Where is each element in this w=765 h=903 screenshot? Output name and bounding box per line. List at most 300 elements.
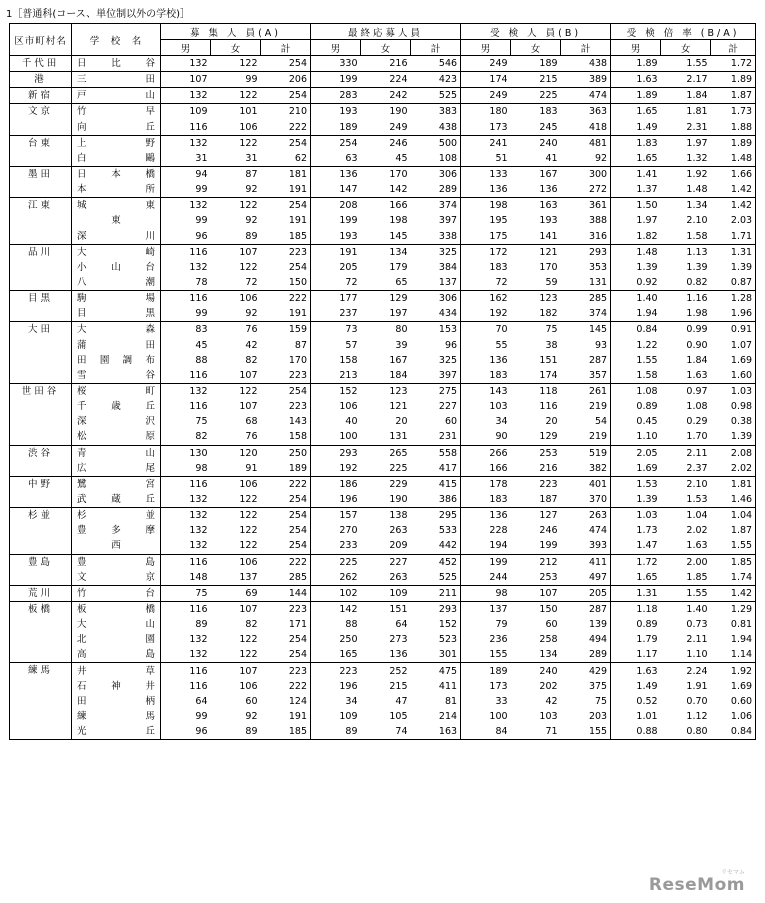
ward-cell [10, 523, 72, 538]
value-cell: 374 [411, 198, 461, 214]
school-name: 深 川 [77, 230, 155, 242]
value-cell: 99 [161, 709, 211, 724]
ward-cell [10, 709, 72, 724]
value-cell: 219 [588, 431, 608, 443]
ward-cell [10, 260, 72, 275]
value-cell: 481 [561, 135, 611, 151]
value-cell: 2.03 [711, 213, 756, 228]
table-row [10, 338, 756, 353]
value-cell: 253 [511, 445, 561, 461]
value-cell: 215 [511, 72, 561, 88]
value-cell: 1.48 [686, 184, 708, 196]
value-cell: 198 [389, 215, 408, 227]
value-cell: 198 [461, 198, 511, 214]
value-cell: 1.03 [611, 508, 661, 524]
value-cell: 136 [389, 649, 408, 661]
value-cell: 122 [239, 261, 258, 273]
value-cell: 293 [561, 244, 611, 260]
value-cell: 1.46 [711, 492, 756, 508]
value-cell: 2.37 [686, 462, 708, 474]
value-cell: 103 [539, 710, 558, 722]
value-cell: 92 [245, 215, 258, 227]
table-row [10, 601, 756, 617]
value-cell: 1.31 [711, 244, 756, 260]
value-cell: 1.06 [711, 709, 756, 724]
header-total: 計 [711, 40, 756, 56]
value-cell: 92 [245, 308, 258, 320]
value-cell: 1.39 [611, 260, 661, 275]
value-cell: 558 [411, 445, 461, 461]
value-cell: 150 [511, 601, 561, 617]
value-cell: 494 [588, 634, 608, 646]
header-total: 計 [261, 40, 311, 56]
school-cell [72, 368, 161, 384]
value-cell: 240 [511, 663, 561, 679]
value-cell: 105 [389, 710, 408, 722]
value-cell: 92 [594, 152, 608, 164]
value-cell: 0.87 [711, 275, 756, 291]
value-cell: 0.82 [686, 277, 708, 289]
ward-cell [10, 724, 72, 740]
table-row [10, 694, 756, 709]
table-row [10, 182, 756, 198]
table-title: 1［普通科(コース、単位制以外の学校)］ [6, 9, 190, 20]
value-cell: 1.84 [686, 354, 708, 366]
value-cell: 38 [545, 339, 558, 351]
value-cell: 1.94 [611, 306, 661, 322]
value-cell: 357 [588, 369, 608, 381]
school-name: 光 丘 [77, 726, 155, 738]
value-cell: 124 [288, 695, 308, 707]
header-recruit: 募 集 人 員(A) [161, 24, 311, 40]
value-cell: 497 [588, 571, 608, 583]
value-cell: 109 [311, 709, 361, 724]
value-cell: 166 [461, 461, 511, 477]
school-cell [72, 120, 161, 136]
table-row [10, 461, 756, 477]
value-cell: 94 [161, 166, 211, 182]
value-cell: 116 [161, 399, 211, 414]
value-cell: 233 [311, 538, 361, 554]
value-cell: 1.39 [711, 429, 756, 445]
value-cell: 89 [245, 230, 258, 242]
value-cell: 89 [161, 617, 211, 632]
value-cell: 40 [311, 414, 361, 429]
value-cell: 109 [361, 585, 411, 601]
value-cell: 107 [239, 369, 258, 381]
value-cell: 474 [561, 88, 611, 104]
value-cell: 1.96 [711, 306, 756, 322]
value-cell: 182 [539, 308, 558, 320]
school-name: 白 鷗 [77, 152, 155, 164]
value-cell: 1.42 [711, 585, 756, 601]
ward-cell: 港 [10, 72, 72, 88]
value-cell: 60 [444, 416, 458, 428]
value-cell: 84 [461, 724, 511, 740]
value-cell: 1.82 [611, 229, 661, 245]
value-cell: 65 [395, 277, 408, 289]
value-cell: 222 [261, 554, 311, 570]
value-cell: 1.07 [711, 338, 756, 353]
value-cell: 42 [245, 339, 258, 351]
value-cell: 229 [361, 476, 411, 492]
value-cell: 122 [211, 198, 261, 214]
value-cell: 107 [211, 601, 261, 617]
value-cell: 306 [411, 166, 461, 182]
ward-cell: 台東 [10, 135, 72, 151]
ward-cell [10, 647, 72, 663]
value-cell: 132 [161, 88, 211, 104]
value-cell: 1.49 [611, 679, 661, 694]
table-row [10, 166, 756, 182]
value-cell: 236 [461, 632, 511, 647]
value-cell: 74 [361, 724, 411, 740]
value-cell: 31 [161, 151, 211, 167]
value-cell: 69 [211, 585, 261, 601]
value-cell: 375 [588, 680, 608, 692]
table-row [10, 353, 756, 368]
ward-cell: 杉並 [10, 508, 72, 524]
value-cell: 151 [539, 354, 558, 366]
value-cell: 79 [461, 617, 511, 632]
value-cell: 2.10 [661, 476, 711, 492]
ward-cell: 世田谷 [10, 383, 72, 399]
value-cell: 122 [211, 383, 261, 399]
school-name: 松 原 [77, 431, 155, 443]
value-cell: 107 [161, 72, 211, 88]
ward-cell: 墨田 [10, 166, 72, 182]
value-cell: 1.89 [711, 72, 756, 88]
value-cell: 136 [461, 182, 511, 198]
value-cell: 54 [594, 416, 608, 428]
value-cell: 107 [511, 585, 561, 601]
value-cell: 253 [539, 571, 558, 583]
table-row [10, 585, 756, 601]
value-cell: 1.97 [661, 135, 711, 151]
table-row [10, 383, 756, 399]
value-cell: 199 [311, 72, 361, 88]
value-cell: 162 [461, 291, 511, 307]
value-cell: 72 [245, 277, 258, 289]
value-cell: 1.28 [711, 291, 756, 307]
value-cell: 1.92 [661, 166, 711, 182]
value-cell: 245 [539, 121, 558, 133]
value-cell: 254 [261, 198, 311, 214]
value-cell: 122 [211, 56, 261, 72]
school-cell [72, 275, 161, 291]
value-cell: 272 [588, 184, 608, 196]
value-cell: 2.05 [611, 445, 661, 461]
value-cell: 150 [288, 277, 308, 289]
school-name: 高 島 [77, 649, 155, 661]
value-cell: 88 [161, 353, 211, 368]
value-cell: 20 [545, 416, 558, 428]
value-cell: 118 [511, 383, 561, 399]
table-row [10, 368, 756, 384]
ward-cell [10, 151, 72, 167]
ward-cell [10, 461, 72, 477]
ward-cell: 大田 [10, 322, 72, 338]
value-cell: 263 [389, 525, 408, 537]
value-cell: 199 [311, 213, 361, 228]
school-name: 目 黒 [77, 308, 155, 320]
value-cell: 1.13 [661, 244, 711, 260]
value-cell: 121 [511, 244, 561, 260]
ward-cell [10, 182, 72, 198]
value-cell: 287 [588, 354, 608, 366]
school-name: 蒲 田 [77, 339, 155, 351]
ward-cell [10, 353, 72, 368]
ward-cell [10, 492, 72, 508]
value-cell: 418 [588, 121, 608, 133]
value-cell: 132 [161, 492, 211, 508]
value-cell: 429 [561, 663, 611, 679]
value-cell: 63 [311, 151, 361, 167]
value-cell: 240 [511, 135, 561, 151]
value-cell: 101 [211, 104, 261, 120]
value-cell: 223 [288, 369, 308, 381]
value-cell: 1.42 [711, 198, 756, 214]
value-cell: 99 [211, 72, 261, 88]
value-cell: 159 [261, 322, 311, 338]
value-cell: 1.63 [611, 72, 661, 88]
value-cell: 62 [294, 152, 308, 164]
value-cell: 1.04 [661, 508, 711, 524]
school-cell [72, 383, 161, 399]
table-row [10, 663, 756, 679]
value-cell: 173 [461, 120, 511, 136]
school-name: 大 山 [77, 619, 155, 631]
value-cell: 131 [588, 277, 608, 289]
school-name: 大 森 [77, 324, 155, 336]
header-examinees: 受 検 人 員(B) [461, 24, 611, 40]
value-cell: 1.69 [711, 679, 756, 694]
value-cell: 185 [261, 724, 311, 740]
value-cell: 93 [594, 339, 608, 351]
value-cell: 183 [461, 368, 511, 384]
school-cell [72, 429, 161, 445]
value-cell: 1.81 [661, 104, 711, 120]
ward-cell [10, 120, 72, 136]
ward-cell [10, 570, 72, 586]
value-cell: 1.50 [611, 198, 661, 214]
school-name: 武 蔵 丘 [77, 494, 155, 505]
table-row [10, 198, 756, 214]
value-cell: 254 [288, 634, 308, 646]
value-cell: 242 [361, 88, 411, 104]
value-cell: 203 [588, 710, 608, 722]
value-cell: 285 [288, 571, 308, 583]
value-cell: 82 [161, 429, 211, 445]
value-cell: 132 [161, 198, 211, 214]
value-cell: 254 [288, 525, 308, 537]
value-cell: 167 [389, 354, 408, 366]
value-cell: 361 [561, 198, 611, 214]
value-cell: 163 [511, 198, 561, 214]
ward-cell [10, 679, 72, 694]
value-cell: 0.80 [661, 724, 711, 740]
value-cell: 0.45 [611, 414, 661, 429]
value-cell: 202 [539, 680, 558, 692]
table-row [10, 554, 756, 570]
value-cell: 300 [561, 166, 611, 182]
value-cell: 215 [389, 680, 408, 692]
value-cell: 64 [395, 619, 408, 631]
value-cell: 2.00 [661, 554, 711, 570]
value-cell: 363 [561, 104, 611, 120]
value-cell: 191 [288, 308, 308, 320]
school-cell [72, 570, 161, 586]
value-cell: 209 [389, 540, 408, 552]
value-cell: 1.79 [611, 632, 661, 647]
value-cell: 208 [311, 198, 361, 214]
value-cell: 76 [245, 431, 258, 443]
value-cell: 134 [361, 244, 411, 260]
value-cell: 116 [539, 401, 558, 413]
value-cell: 132 [161, 647, 211, 663]
value-cell: 34 [461, 414, 511, 429]
value-cell: 106 [239, 680, 258, 692]
value-cell: 223 [261, 663, 311, 679]
value-cell: 98 [161, 461, 211, 477]
value-cell: 249 [461, 88, 511, 104]
value-cell: 51 [461, 151, 511, 167]
value-cell: 130 [161, 445, 211, 461]
value-cell: 193 [311, 104, 361, 120]
value-cell: 153 [411, 322, 461, 338]
value-cell: 47 [395, 695, 408, 707]
value-cell: 87 [211, 166, 261, 182]
value-cell: 92 [245, 184, 258, 196]
value-cell: 1.89 [611, 88, 661, 104]
header-total: 計 [411, 40, 461, 56]
school-name: 千 歳 丘 [77, 401, 155, 413]
value-cell: 174 [539, 369, 558, 381]
school-name: 竹 台 [77, 587, 155, 599]
value-cell: 1.17 [611, 647, 661, 663]
value-cell: 273 [389, 634, 408, 646]
value-cell: 254 [288, 261, 308, 273]
value-cell: 96 [444, 339, 458, 351]
value-cell: 191 [288, 184, 308, 196]
value-cell: 519 [561, 445, 611, 461]
header-female: 女 [211, 40, 261, 56]
school-cell [72, 135, 161, 151]
table-row [10, 570, 756, 586]
value-cell: 1.84 [661, 88, 711, 104]
school-name: 竹 早 [77, 106, 155, 118]
value-cell: 106 [211, 554, 261, 570]
value-cell: 1.39 [686, 261, 708, 273]
value-cell: 41 [545, 152, 558, 164]
value-cell: 1.32 [686, 152, 708, 164]
value-cell: 1.39 [611, 492, 661, 508]
table-row [10, 617, 756, 632]
value-cell: 70 [461, 322, 511, 338]
value-cell: 0.91 [711, 322, 756, 338]
value-cell: 211 [411, 585, 461, 601]
value-cell: 254 [261, 383, 311, 399]
value-cell: 283 [311, 88, 361, 104]
school-cell [72, 538, 161, 554]
school-name: 日 比 谷 [77, 58, 155, 70]
school-cell [72, 414, 161, 429]
school-cell [72, 709, 161, 724]
value-cell: 1.58 [686, 230, 708, 242]
value-cell: 92 [245, 710, 258, 722]
school-cell [72, 198, 161, 214]
value-cell: 0.60 [711, 694, 756, 709]
value-cell: 223 [261, 244, 311, 260]
value-cell: 2.02 [686, 525, 708, 537]
value-cell: 227 [361, 554, 411, 570]
value-cell: 1.73 [711, 104, 756, 120]
value-cell: 1.92 [711, 663, 756, 679]
value-cell: 80 [361, 322, 411, 338]
value-cell: 1.48 [611, 244, 661, 260]
value-cell: 225 [389, 462, 408, 474]
value-cell: 131 [389, 431, 408, 443]
value-cell: 0.52 [611, 694, 661, 709]
table-row [10, 151, 756, 167]
value-cell: 219 [588, 401, 608, 413]
value-cell: 525 [411, 88, 461, 104]
value-cell: 107 [211, 244, 261, 260]
value-cell: 370 [588, 494, 608, 505]
value-cell: 170 [539, 261, 558, 273]
value-cell: 237 [311, 306, 361, 322]
value-cell: 96 [161, 229, 211, 245]
value-cell: 301 [438, 649, 458, 661]
school-name: 日 本 橋 [77, 169, 155, 181]
value-cell: 155 [461, 647, 511, 663]
value-cell: 181 [261, 166, 311, 182]
value-cell: 1.89 [611, 56, 661, 72]
table-row [10, 679, 756, 694]
value-cell: 106 [239, 121, 258, 133]
school-cell [72, 213, 161, 228]
value-cell: 250 [311, 632, 361, 647]
header-male: 男 [461, 40, 511, 56]
school-name: 広 尾 [77, 462, 155, 474]
value-cell: 222 [261, 476, 311, 492]
value-cell: 136 [539, 184, 558, 196]
value-cell: 127 [511, 508, 561, 524]
value-cell: 72 [311, 275, 361, 291]
value-cell: 212 [511, 554, 561, 570]
value-cell: 411 [561, 554, 611, 570]
value-cell: 0.89 [611, 617, 661, 632]
school-cell [72, 338, 161, 353]
value-cell: 0.81 [711, 617, 756, 632]
value-cell: 186 [311, 476, 361, 492]
value-cell: 1.04 [711, 508, 756, 524]
value-cell: 187 [539, 494, 558, 505]
value-cell: 1.10 [611, 429, 661, 445]
value-cell: 45 [395, 152, 408, 164]
value-cell: 1.55 [711, 538, 756, 554]
school-name: 練 馬 [77, 710, 155, 722]
value-cell: 75 [594, 695, 608, 707]
table-row [10, 523, 756, 538]
value-cell: 139 [588, 619, 608, 631]
value-cell: 152 [311, 383, 361, 399]
school-cell [72, 322, 161, 338]
value-cell: 106 [211, 476, 261, 492]
school-cell [72, 679, 161, 694]
value-cell: 132 [161, 260, 211, 275]
value-cell: 2.08 [711, 445, 756, 461]
